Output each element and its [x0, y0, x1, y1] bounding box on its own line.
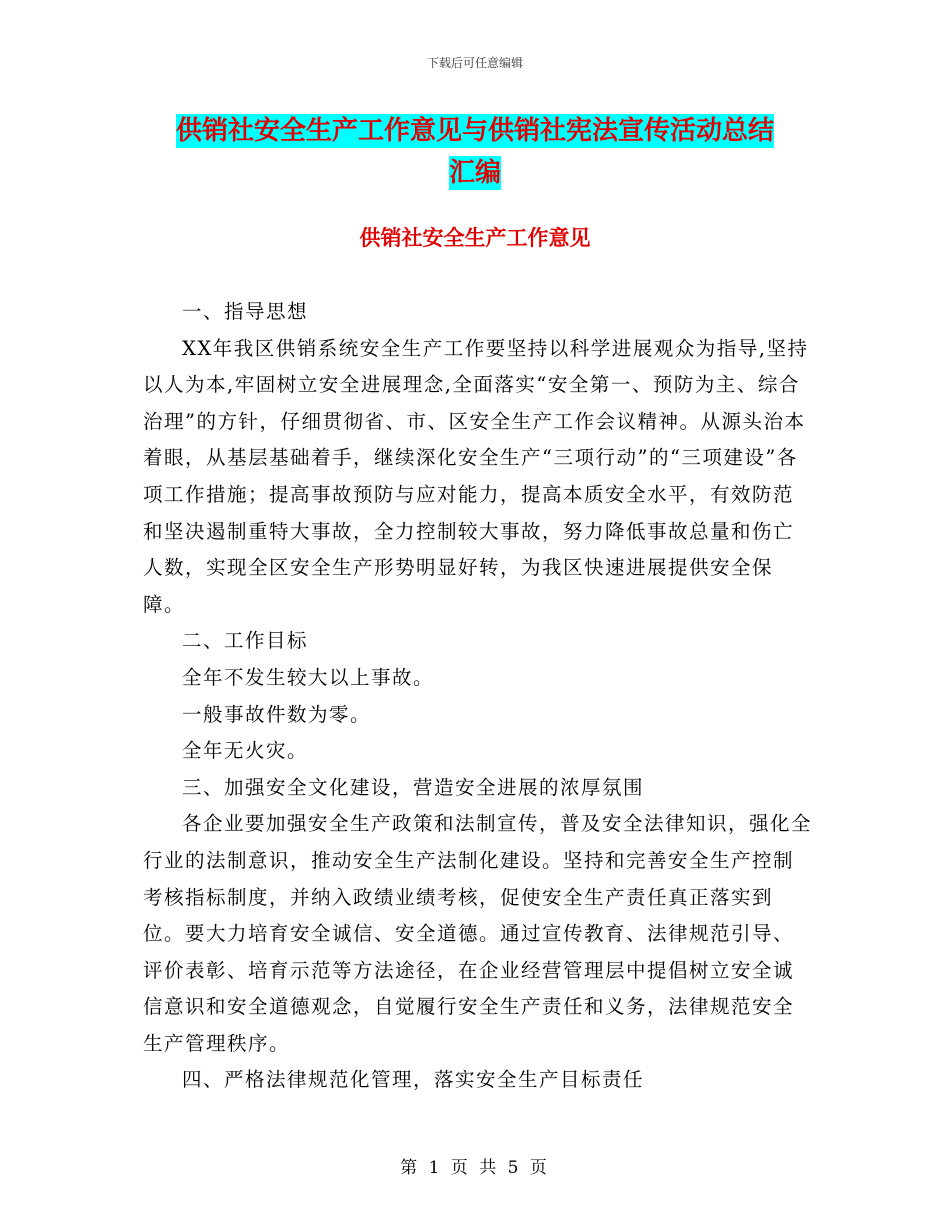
goal-item: 全年不发生较大以上事故。 [182, 665, 435, 689]
header-note: 下载后可任意编辑 [426, 56, 523, 70]
page-footer: 第 1 页 共 5 页 [400, 1158, 550, 1178]
heading-legal-management: 四、严格法律规范化管理，落实安全生产目标责任 [182, 1068, 645, 1092]
goal-item: 全年无火灾。 [182, 739, 309, 763]
title-line-1: 供销社安全生产工作意见与供销社宪法宣传活动总结 [175, 116, 774, 146]
title-line-2: 汇编 [448, 158, 501, 188]
document-title [0, 110, 950, 194]
heading-work-goals: 二、工作目标 [182, 629, 309, 653]
heading-safety-culture: 三、加强安全文化建设，营造安全进展的浓厚氛围 [182, 775, 645, 799]
paragraph-safety-culture: 各企业要加强安全生产政策和法制宣传，普及安全法律知识，强化全行业的法制意识，推动安全生产法制化建设。坚持和完善安全生产控制考核指标制度，并纳入政绩业绩考核，促使安全生产责任真正落实到位。要大力培育安全诚信、安全道德。通过宣传教育、法律规范引导、评价表彰、培育示范等方法途径，在企业经营管理层中提倡树立安全诚信意识和安全道德观念，自觉履行安全生产责任和义务，法律规范安全生产管理秩序。 [143, 812, 813, 1055]
heading-guiding-ideology: 一、指导思想 [182, 300, 309, 323]
document-body [143, 294, 813, 1099]
goal-item: 一般事故件数为零。 [182, 702, 372, 726]
section-title: 供销社安全生产工作意见 [359, 226, 591, 250]
paragraph-guiding-ideology: XX年我区供销系统安全生产工作要坚持以科学进展观众为指导,坚持以人为本,牢固树立安全进展理念,全面落实“安全第一、预防为主、综合治理”的方针，仔细贯彻省、市、区安全生产工作会议精神。从源头治本着眼，从基层基础着手，继续深化安全生产“三项行动”的“三项建设”各项工作措施；提高事故预防与应对能力，提高本质安全水平，有效防范和坚决遏制重特大事故，全力控制较大事故，努力降低事故总量和伤亡人数，实现全区安全生产形势明显好转，为我区快速进展提供安全保障。 [143, 336, 809, 616]
